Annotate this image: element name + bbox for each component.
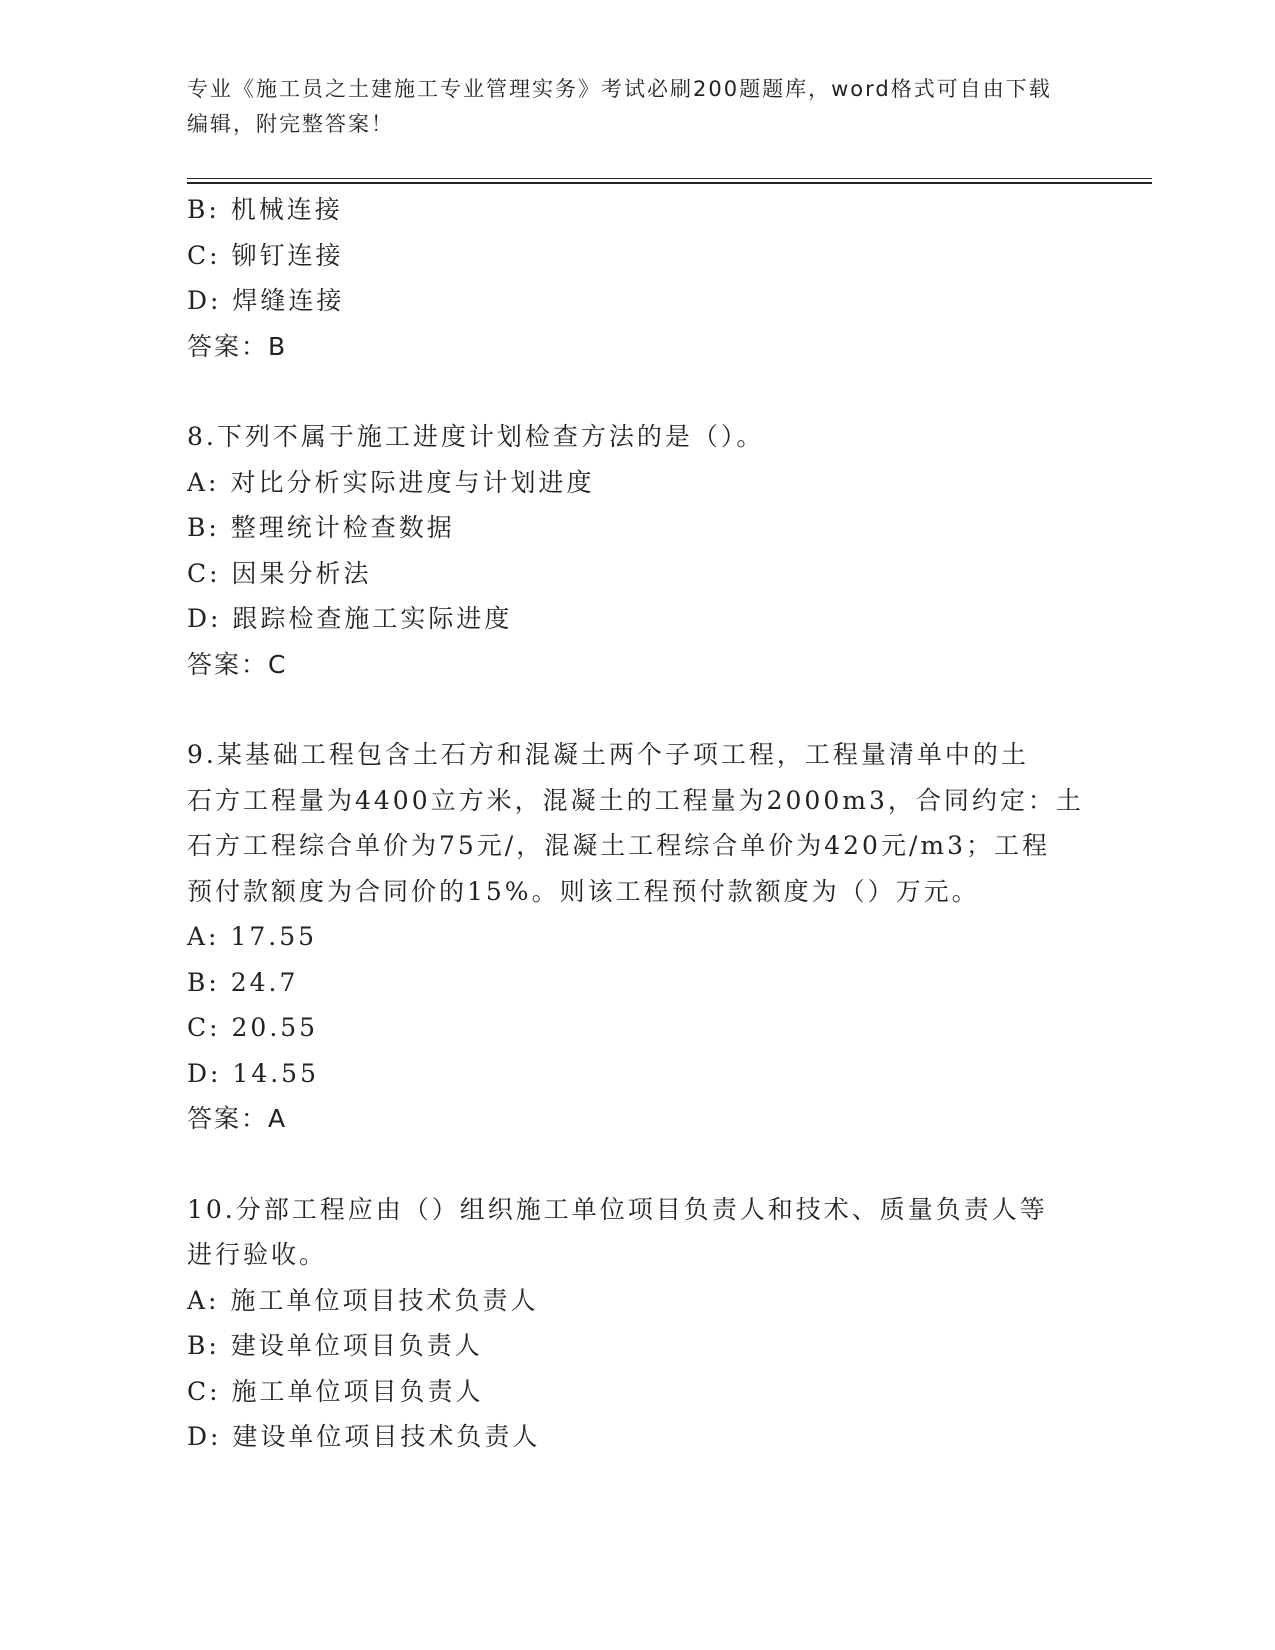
- question-9-answer: 答案：A: [187, 1104, 288, 1133]
- option-label: B:: [187, 513, 220, 542]
- option-label: C:: [187, 240, 221, 270]
- question-7-options: [187, 187, 1087, 324]
- option-d: [187, 596, 1087, 642]
- header-divider-thick: [187, 182, 1152, 184]
- option-text: 20.55: [231, 1013, 319, 1042]
- stem-line: 9.某基础工程包含土石方和混凝土两个子项工程，工程量清单中的土: [187, 740, 1029, 769]
- option-text: 对比分析实际进度与计划进度: [230, 467, 595, 497]
- option-a: [187, 1278, 1087, 1324]
- option-text: 施工单位项目负责人: [231, 1376, 484, 1406]
- option-label: D:: [187, 1058, 222, 1088]
- question-8-answer: 答案：C: [187, 649, 288, 679]
- option-a: [187, 460, 1087, 506]
- option-label: A:: [187, 1285, 220, 1315]
- option-text: 建设单位项目负责人: [230, 1331, 483, 1360]
- option-label: B:: [187, 967, 220, 997]
- option-text: 跟踪检查施工实际进度: [232, 604, 513, 633]
- option-c: [187, 233, 1087, 279]
- stem-line: 石方工程量为4400立方米，混凝土的工程量为2000m3，合同约定：土: [187, 785, 1084, 815]
- option-d: [187, 278, 1087, 324]
- option-c: [187, 551, 1087, 597]
- option-b: [187, 960, 1087, 1006]
- option-text: 24.7: [230, 967, 299, 997]
- option-text: 铆钉连接: [231, 240, 344, 270]
- option-label: D:: [187, 604, 222, 633]
- option-label: D:: [187, 286, 222, 315]
- option-label: C:: [187, 1013, 221, 1042]
- option-text: 14.55: [232, 1058, 319, 1088]
- option-b: [187, 187, 1087, 233]
- option-d: [187, 1414, 1087, 1460]
- option-b: [187, 1323, 1087, 1369]
- stem-line: 进行验收。: [187, 1240, 328, 1269]
- stem-line: 预付款额度为合同价的15%。则该工程预付款额度为（）万元。: [187, 876, 980, 906]
- question-9-options: [187, 914, 1087, 1096]
- option-b: [187, 505, 1087, 551]
- option-label: C:: [187, 558, 221, 588]
- option-label: B:: [187, 195, 220, 224]
- header-divider-thin: [187, 178, 1152, 179]
- spacer: [187, 687, 1087, 732]
- option-label: A:: [187, 922, 220, 951]
- option-text: 整理统计检查数据: [230, 513, 455, 542]
- question-10-options: [187, 1278, 1087, 1460]
- stem-line: 石方工程综合单价为75元/，混凝土工程综合单价为420元/m3；工程: [187, 831, 1050, 860]
- option-c: [187, 1369, 1087, 1415]
- question-8-stem: 8.下列不属于施工进度计划检查方法的是（）。: [187, 422, 765, 451]
- option-text: 焊缝连接: [232, 286, 345, 315]
- option-label: A:: [187, 467, 220, 497]
- option-label: D:: [187, 1422, 222, 1451]
- question-content: [187, 187, 1087, 1460]
- option-text: 建设单位项目技术负责人: [232, 1422, 541, 1451]
- question-9-stem: [187, 732, 1087, 914]
- option-label: C:: [187, 1376, 221, 1406]
- question-10-stem: [187, 1187, 1087, 1278]
- option-label: B:: [187, 1331, 220, 1360]
- spacer: [187, 1142, 1087, 1187]
- option-text: 机械连接: [230, 195, 343, 224]
- question-8-options: [187, 460, 1087, 642]
- option-text: 17.55: [230, 922, 318, 951]
- option-text: 因果分析法: [231, 558, 372, 588]
- document-header-title: 专业《施工员之土建施工专业管理实务》考试必刷200题题库，word格式可自由下载编辑，附完整答案！: [187, 77, 1052, 136]
- option-d: [187, 1051, 1087, 1097]
- stem-line: 10.分部工程应由（）组织施工单位项目负责人和技术、质量负责人等: [187, 1194, 1048, 1224]
- option-text: 施工单位项目技术负责人: [230, 1285, 539, 1315]
- spacer: [187, 369, 1087, 414]
- option-c: [187, 1005, 1087, 1051]
- question-7-answer: 答案：B: [187, 331, 288, 361]
- option-a: [187, 914, 1087, 960]
